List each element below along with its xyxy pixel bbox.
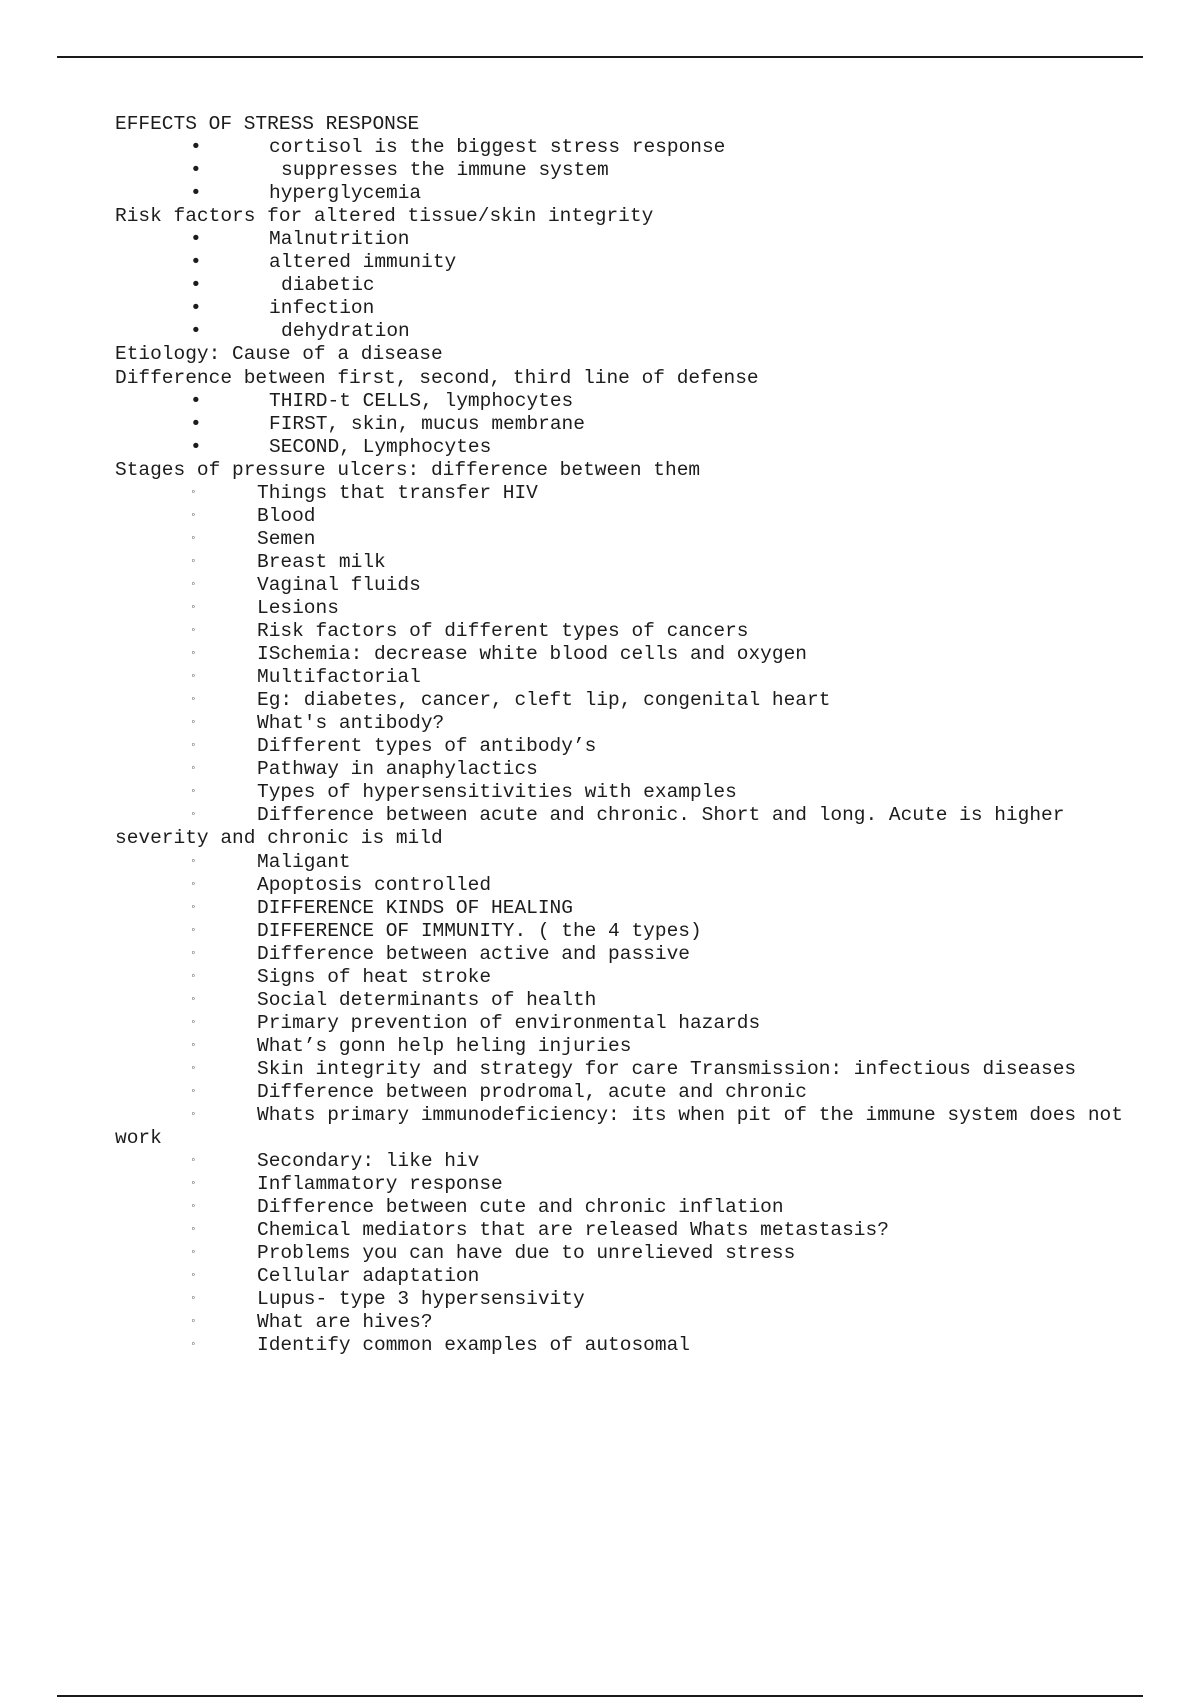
circle-bullet-icon: ◦	[190, 1155, 197, 1168]
circle-bullet-text: Lupus- type 3 hypersensivity	[257, 1288, 585, 1311]
circle-bullet-text: Vaginal fluids	[257, 573, 421, 596]
circle-bullet-text: What’s gonn help heling injuries	[257, 1034, 632, 1057]
bullet-item	[115, 159, 1125, 182]
top-rule	[57, 56, 1143, 58]
circle-bullet-text: Difference between active and passive	[257, 942, 690, 965]
circle-bullet-item	[115, 505, 1125, 528]
circle-bullet-item	[115, 1173, 1125, 1196]
bullet-item	[115, 228, 1125, 251]
circle-bullet-text: Types of hypersensitivities with examples	[257, 781, 737, 804]
circle-bullet-text: DIFFERENCE OF IMMUNITY. ( the 4 types)	[257, 919, 702, 942]
circle-bullet-icon: ◦	[190, 878, 197, 891]
circle-bullet-icon: ◦	[190, 601, 197, 614]
circle-bullet-icon: ◦	[190, 740, 197, 753]
circle-bullet-text: Inflammatory response	[257, 1173, 503, 1196]
circle-bullet-text: Multifactorial	[257, 666, 421, 689]
circle-bullet-text: Maligant	[257, 850, 351, 873]
circle-bullet-icon: ◦	[190, 901, 197, 914]
circle-bullet-icon: ◦	[190, 1178, 197, 1191]
circle-bullet-item	[115, 1288, 1125, 1311]
circle-bullet-item	[115, 804, 1125, 850]
circle-bullet-item	[115, 1242, 1125, 1265]
circle-bullet-text: Apoptosis controlled	[257, 873, 492, 896]
circle-bullet-item	[115, 1012, 1125, 1035]
circle-bullet-item	[115, 482, 1125, 505]
circle-bullet-icon: ◦	[190, 1062, 197, 1075]
circle-bullet-icon: ◦	[190, 1039, 197, 1052]
circle-bullet-item	[115, 574, 1125, 597]
circle-bullet-text: Cellular adaptation	[257, 1265, 480, 1288]
circle-bullet-icon: ◦	[190, 555, 197, 568]
circle-bullet-text: Secondary: like hiv	[257, 1150, 480, 1173]
circle-bullet-icon: ◦	[190, 924, 197, 937]
circle-bullet-icon: ◦	[190, 809, 197, 822]
circle-bullet-text: Difference between cute and chronic inflation	[257, 1196, 784, 1219]
circle-bullet-item	[115, 1311, 1125, 1334]
bullet-text: hyperglycemia	[269, 182, 422, 205]
circle-bullet-item	[115, 712, 1125, 735]
section-heading: Stages of pressure ulcers: difference between them	[115, 458, 701, 481]
section-heading: Difference between first, second, third line of defense	[115, 366, 759, 389]
bullet-text: THIRD-t CELLS, lymphocytes	[269, 389, 574, 412]
bullet-icon: •	[190, 412, 202, 435]
circle-bullet-text: Risk factors of different types of cancers	[257, 620, 749, 643]
bullet-item	[115, 390, 1125, 413]
circle-bullet-text: Problems you can have due to unrelieved stress	[257, 1242, 796, 1265]
circle-bullet-icon: ◦	[190, 993, 197, 1006]
section-heading: Risk factors for altered tissue/skin integrity	[115, 205, 654, 228]
circle-bullet-icon: ◦	[190, 1339, 197, 1352]
circle-bullet-item	[115, 897, 1125, 920]
circle-bullet-text: Semen	[257, 527, 316, 550]
circle-bullet-text: Skin integrity and strategy for care Transmission: infectious diseases	[257, 1057, 1077, 1080]
bullet-icon: •	[190, 320, 202, 343]
circle-bullet-item	[115, 1334, 1125, 1357]
circle-bullet-icon: ◦	[190, 694, 197, 707]
circle-bullet-item	[115, 966, 1125, 989]
circle-bullet-item	[115, 781, 1125, 804]
bullet-text: diabetic	[281, 274, 375, 297]
circle-bullet-icon: ◦	[190, 1201, 197, 1214]
circle-bullet-text: Lesions	[257, 596, 339, 619]
circle-bullet-item	[115, 989, 1125, 1012]
circle-bullet-icon: ◦	[190, 486, 197, 499]
circle-bullet-item	[115, 920, 1125, 943]
circle-bullet-icon: ◦	[190, 532, 197, 545]
bullet-icon: •	[190, 182, 202, 205]
circle-bullet-icon: ◦	[190, 1016, 197, 1029]
bullet-icon: •	[190, 159, 202, 182]
circle-bullet-item	[115, 597, 1125, 620]
circle-bullet-icon: ◦	[190, 1270, 197, 1283]
bullet-text: infection	[269, 297, 375, 320]
circle-bullet-icon: ◦	[190, 509, 197, 522]
section-heading: EFFECTS OF STRESS RESPONSE	[115, 113, 420, 135]
bullet-item	[115, 413, 1125, 436]
bullet-icon: •	[190, 435, 202, 458]
circle-bullet-icon: ◦	[190, 578, 197, 591]
bullet-text: suppresses the immune system	[281, 159, 609, 182]
circle-bullet-icon: ◦	[190, 763, 197, 776]
circle-bullet-text: Things that transfer HIV	[257, 481, 538, 504]
circle-bullet-text: Whats primary immunodeficiency: its when pit of the immune system does not work	[115, 1104, 1135, 1150]
bullet-text: dehydration	[281, 320, 410, 343]
circle-bullet-text: Breast milk	[257, 550, 386, 573]
circle-bullet-icon: ◦	[190, 1224, 197, 1237]
bullet-icon: •	[190, 389, 202, 412]
circle-bullet-item	[115, 528, 1125, 551]
circle-bullet-item	[115, 1150, 1125, 1173]
bullet-icon: •	[190, 251, 202, 274]
bullet-icon: •	[190, 228, 202, 251]
bullet-item	[115, 274, 1125, 297]
circle-bullet-item	[115, 643, 1125, 666]
circle-bullet-icon: ◦	[190, 1109, 197, 1122]
circle-bullet-icon: ◦	[190, 1293, 197, 1306]
circle-bullet-item	[115, 689, 1125, 712]
circle-bullet-text: Difference between acute and chronic. Short and long. Acute is higher severity and chronic is mild	[115, 804, 1077, 850]
circle-bullet-item	[115, 666, 1125, 689]
circle-bullet-icon: ◦	[190, 671, 197, 684]
circle-bullet-icon: ◦	[190, 717, 197, 730]
notes-body	[115, 113, 1135, 1358]
circle-bullet-text: Eg: diabetes, cancer, cleft lip, congenital heart	[257, 689, 831, 712]
circle-bullet-text: ISchemia: decrease white blood cells and oxygen	[257, 643, 807, 666]
bullet-item	[115, 297, 1125, 320]
circle-bullet-text: Different types of antibody’s	[257, 735, 597, 758]
circle-bullet-text: Blood	[257, 504, 316, 527]
circle-bullet-item	[115, 1058, 1125, 1081]
circle-bullet-text: Signs of heat stroke	[257, 965, 492, 988]
circle-bullet-text: What's antibody?	[257, 712, 445, 735]
circle-bullet-item	[115, 620, 1125, 643]
circle-bullet-item	[115, 1265, 1125, 1288]
circle-bullet-item	[115, 1219, 1125, 1242]
circle-bullet-text: Difference between prodromal, acute and chronic	[257, 1080, 807, 1103]
bullet-icon: •	[190, 274, 202, 297]
circle-bullet-icon: ◦	[190, 786, 197, 799]
bullet-text: Malnutrition	[269, 228, 410, 251]
circle-bullet-icon: ◦	[190, 1247, 197, 1260]
bullet-item	[115, 436, 1125, 459]
circle-bullet-item	[115, 1196, 1125, 1219]
circle-bullet-icon: ◦	[190, 1085, 197, 1098]
circle-bullet-text: Pathway in anaphylactics	[257, 758, 538, 781]
circle-bullet-item	[115, 735, 1125, 758]
bullet-text: FIRST, skin, mucus membrane	[269, 412, 585, 435]
bullet-text: cortisol is the biggest stress response	[269, 136, 726, 159]
circle-bullet-text: Identify common examples of autosomal	[257, 1334, 690, 1357]
circle-bullet-text: What are hives?	[257, 1311, 433, 1334]
circle-bullet-item	[115, 851, 1125, 874]
circle-bullet-item	[115, 1035, 1125, 1058]
bullet-text: altered immunity	[269, 251, 457, 274]
circle-bullet-icon: ◦	[190, 855, 197, 868]
circle-bullet-icon: ◦	[190, 625, 197, 638]
circle-bullet-text: Chemical mediators that are released Whats metastasis?	[257, 1219, 889, 1242]
circle-bullet-text: DIFFERENCE KINDS OF HEALING	[257, 896, 573, 919]
circle-bullet-item	[115, 758, 1125, 781]
circle-bullet-item	[115, 1104, 1135, 1150]
circle-bullet-item	[115, 551, 1125, 574]
circle-bullet-item	[115, 943, 1125, 966]
circle-bullet-icon: ◦	[190, 947, 197, 960]
section-heading: Etiology: Cause of a disease	[115, 343, 443, 366]
bullet-text: SECOND, Lymphocytes	[269, 435, 492, 458]
bullet-icon: •	[190, 297, 202, 320]
bullet-icon: •	[190, 136, 202, 159]
bullet-item	[115, 251, 1125, 274]
circle-bullet-text: Primary prevention of environmental hazards	[257, 1011, 761, 1034]
circle-bullet-icon: ◦	[190, 648, 197, 661]
bottom-rule	[57, 1695, 1143, 1697]
circle-bullet-item	[115, 1081, 1125, 1104]
bullet-item	[115, 320, 1125, 343]
circle-bullet-icon: ◦	[190, 1316, 197, 1329]
circle-bullet-item	[115, 874, 1125, 897]
circle-bullet-text: Social determinants of health	[257, 988, 597, 1011]
circle-bullet-icon: ◦	[190, 970, 197, 983]
bullet-item	[115, 136, 1125, 159]
bullet-item	[115, 182, 1125, 205]
